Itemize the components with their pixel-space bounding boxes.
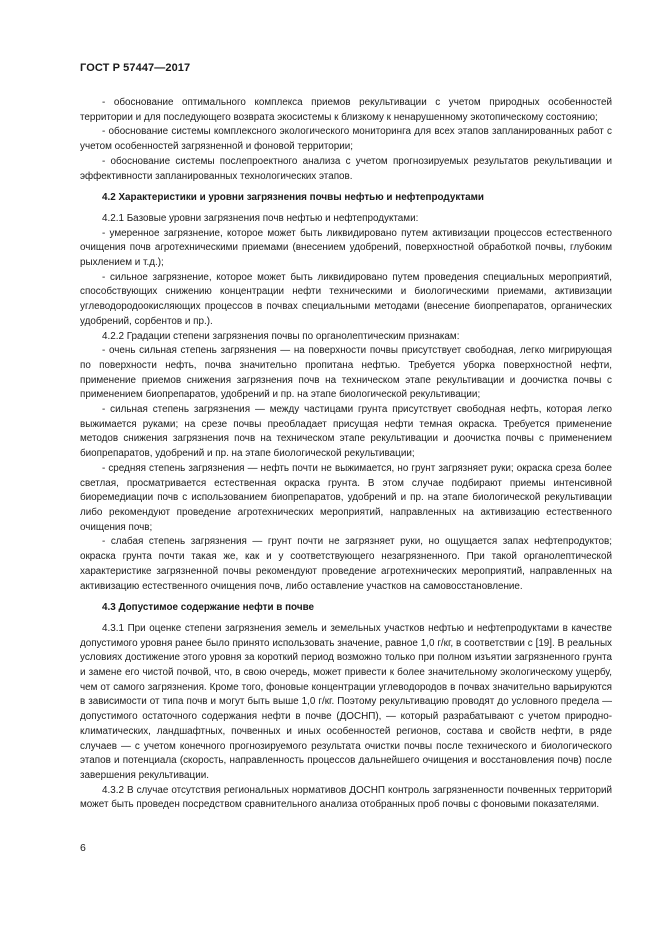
section-heading-4-2: 4.2 Характеристики и уровни загрязнения почвы нефтью и нефтепродуктами	[102, 192, 484, 204]
paragraph: - средняя степень загрязнения — нефть почти не выжимается, но грунт загрязняет руки; окраска среза более светлая, просматривается естественная окраска грунта. В этом случае подбирают приемы интенсивной биоремедиации почв с использованием биопрепаратов, удобрений и пр. на этапе биологической рекультивации либо рекомендуют проведение агротехнических мероприятий, направленных на активизацию естественного очищения почв;	[80, 462, 612, 533]
paragraph: 4.2.1 Базовые уровни загрязнения почв нефтью и нефтепродуктами:	[102, 212, 419, 224]
paragraph: 4.2.2 Градации степени загрязнения почвы по органолептическим признакам:	[102, 330, 460, 342]
paragraph: 4.3.1 При оценке степени загрязнения земель и земельных участков нефтью и нефтепродуктами в качестве допустимого уровня ранее было принято использовать значение, равное 1,0 г/кг, в соответствии с [19]. В реальных условиях достижение этого уровня за короткий период возможно только при полном изъятии загрязненного грунта и замене его чистой почвой, что, в свою очередь, может привести к более значительному экологическому ущербу, чем от самого загрязнения. Кроме того, фоновые концентрации углеводородов в почвах значительно варьируются в зависимости от типа почв и могут быть выше 1,0 г/кг. Поэтому рекультивацию проводят до условного предела — допустимого остаточного содержания нефти в почве (ДОСНП), — который разрабатывают с учетом природно-климатических, ландшафтных, почвенных и иных особенностей регионов, состава и свойств нефти, в ряде случаев — с учетом конечного прогнозируемого результата очистки почвы после технического и биологического этапов и потенциала (скорость, направленность процессов дальнейшего очищения и восстановления почв) после завершения рекультивации.	[80, 622, 612, 781]
paragraph: - сильная степень загрязнения — между частицами грунта присутствует свободная нефть, которая легко выжимается руками; на срезе почвы преобладает присущая нефти темная окраска. Требуется применение методов снижения загрязнения почв на техническом этапе рекультивации и доочистка почвы с применением биопрепаратов, удобрений и пр. на этапе биологической рекультивации;	[80, 404, 612, 460]
section-heading-4-3: 4.3 Допустимое содержание нефти в почве	[102, 602, 314, 614]
page-number: 6	[80, 842, 86, 854]
document-body	[80, 96, 612, 813]
paragraph: 4.3.2 В случае отсутствия региональных нормативов ДОСНП контроль загрязненности почвенных территорий может быть проведен посредством сравнительного анализа отобранных проб почвы с фоновыми показателями.	[80, 784, 612, 811]
paragraph: - умеренное загрязнение, которое может быть ликвидировано путем активизации процессов естественного очищения почв агротехническими приемами (внесением удобрений, поверхностной обработкой почвы, глубоким рыхлением и т.д.);	[80, 227, 612, 269]
paragraph: - сильное загрязнение, которое может быть ликвидировано путем проведения специальных мероприятий, способствующих снижению концентрации нефти техническими и биологическими приемами, активизации углеводородоокисляющих процессов в почвах специальными методами (внесение биопрепаратов, органических удобрений, сорбентов и пр.).	[80, 271, 612, 327]
intro-item: - обоснование оптимального комплекса приемов рекультивации с учетом природных особенностей территории и для последующего возврата экосистемы к близкому к ненарушенному экотопическому состоянию;	[80, 97, 612, 123]
intro-item: - обоснование системы комплексного экологического мониторинга для всех этапов запланированных работ с учетом особенностей загрязненной и фоновой территории;	[80, 126, 612, 153]
document-header: ГОСТ Р 57447—2017	[80, 62, 191, 74]
paragraph: - очень сильная степень загрязнения — на поверхности почвы присутствует свободная, легко мигрирующая по поверхности нефть, почва значительно пропитана нефтью. Требуется уборка поверхностной нефти, применение приемов снижения загрязнения почв на техническом этапе рекультивации и доочистка почвы с применением биопрепаратов, удобрений и пр. на этапе биологической рекультивации;	[80, 345, 612, 401]
paragraph: - слабая степень загрязнения — грунт почти не загрязняет руки, но ощущается запах нефтепродуктов; окраска грунта почти такая же, как и у соответствующего незагрязненного. При такой органолептической характеристике загрязненной почвы рекомендуют проведение агротехнических мероприятий, направленных на активизацию естественного очищения почв, либо оставление участков на самовосстановление.	[80, 536, 612, 592]
intro-item: - обоснование системы послепроектного анализа с учетом прогнозируемых результатов рекультивации и эффективности запланированных технологических этапов.	[80, 155, 612, 182]
